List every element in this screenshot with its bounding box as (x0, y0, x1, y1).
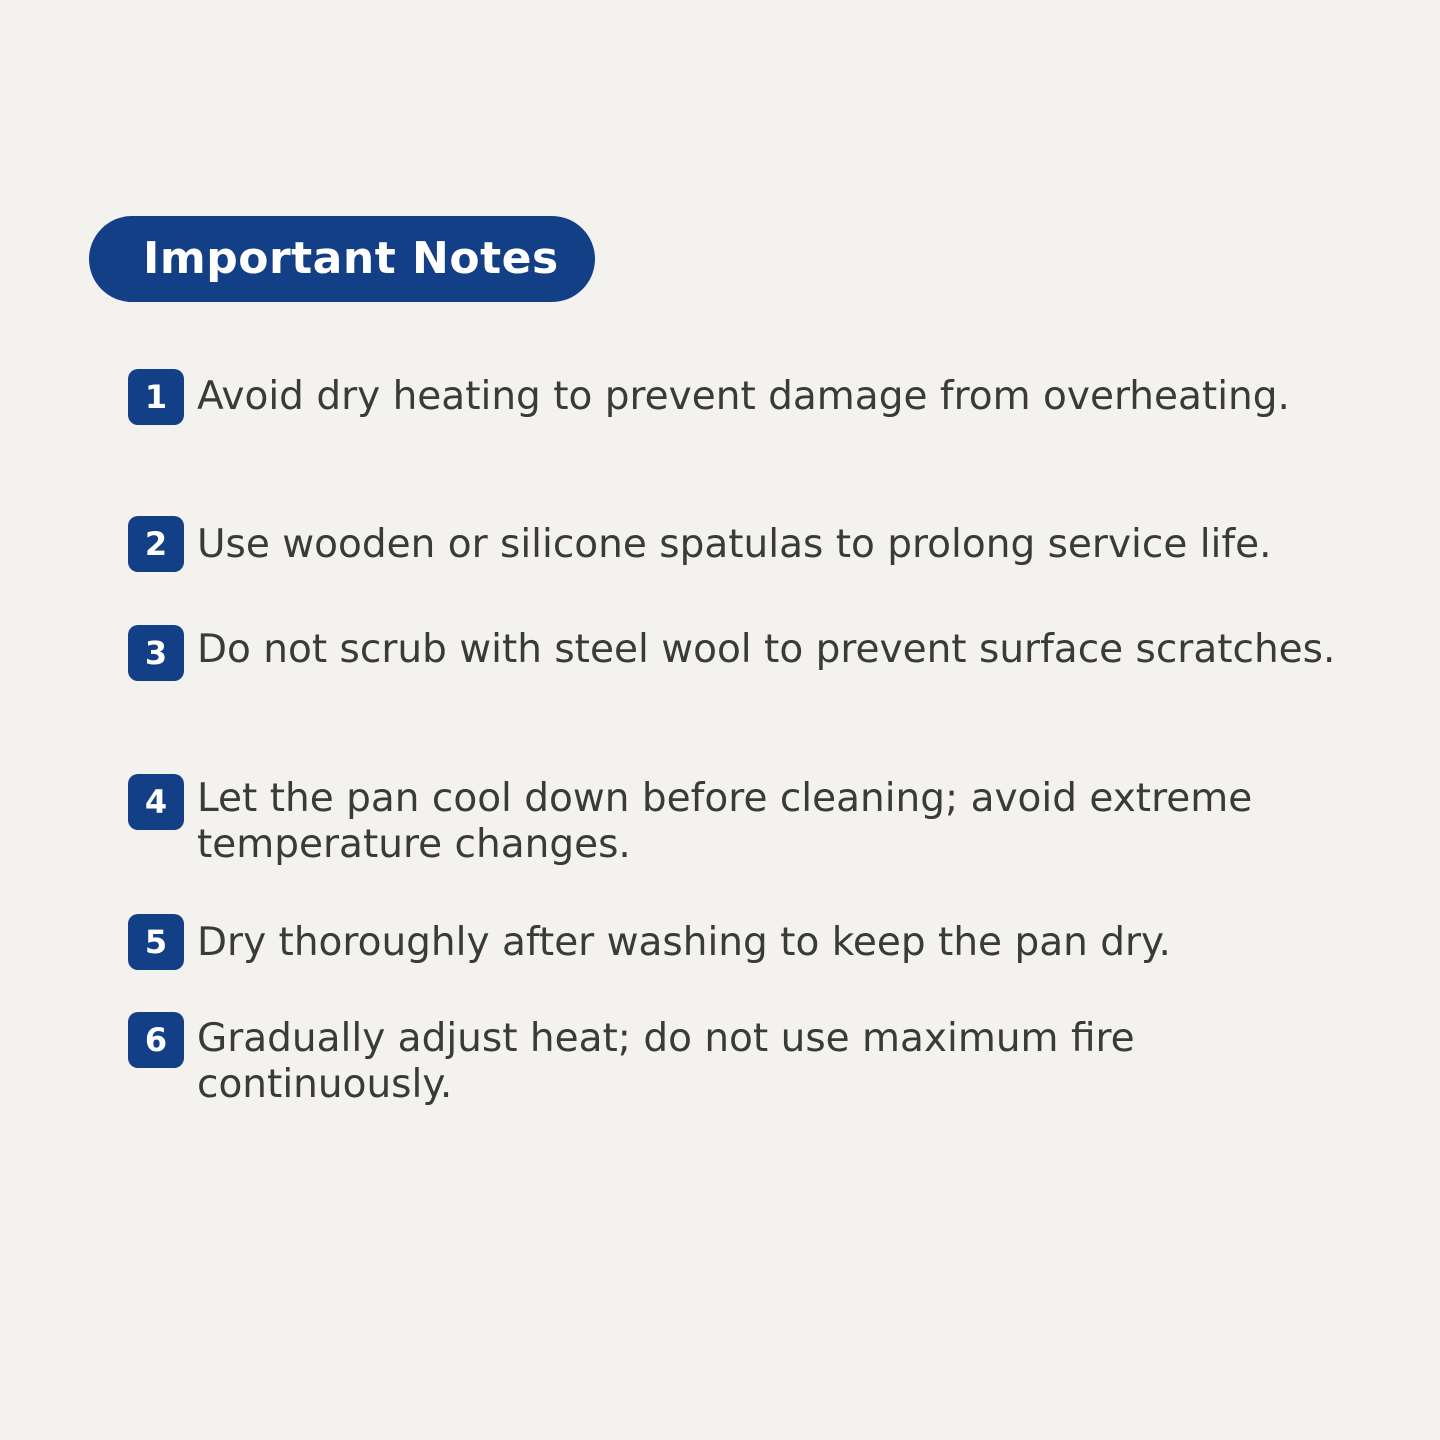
note-text: Let the pan cool down before cleaning; avoid extreme temperature changes. (197, 776, 1253, 867)
number-badge: 1 (128, 369, 184, 425)
section-title: Important Notes (143, 233, 559, 284)
note-text: Use wooden or silicone spatulas to prolong service life. (197, 522, 1272, 567)
number-badge: 5 (128, 914, 184, 970)
number-badge: 4 (128, 774, 184, 830)
section-header (89, 216, 595, 302)
number-badge: 2 (128, 516, 184, 572)
note-text: Do not scrub with steel wool to prevent surface scratches. (197, 627, 1336, 672)
note-text: Avoid dry heating to prevent damage from overheating. (197, 374, 1290, 419)
number-badge: 3 (128, 625, 184, 681)
note-text: Dry thoroughly after washing to keep the pan dry. (197, 920, 1171, 965)
number-badge: 6 (128, 1012, 184, 1068)
note-text: Gradually adjust heat; do not use maximum fire continuously. (197, 1016, 1135, 1107)
